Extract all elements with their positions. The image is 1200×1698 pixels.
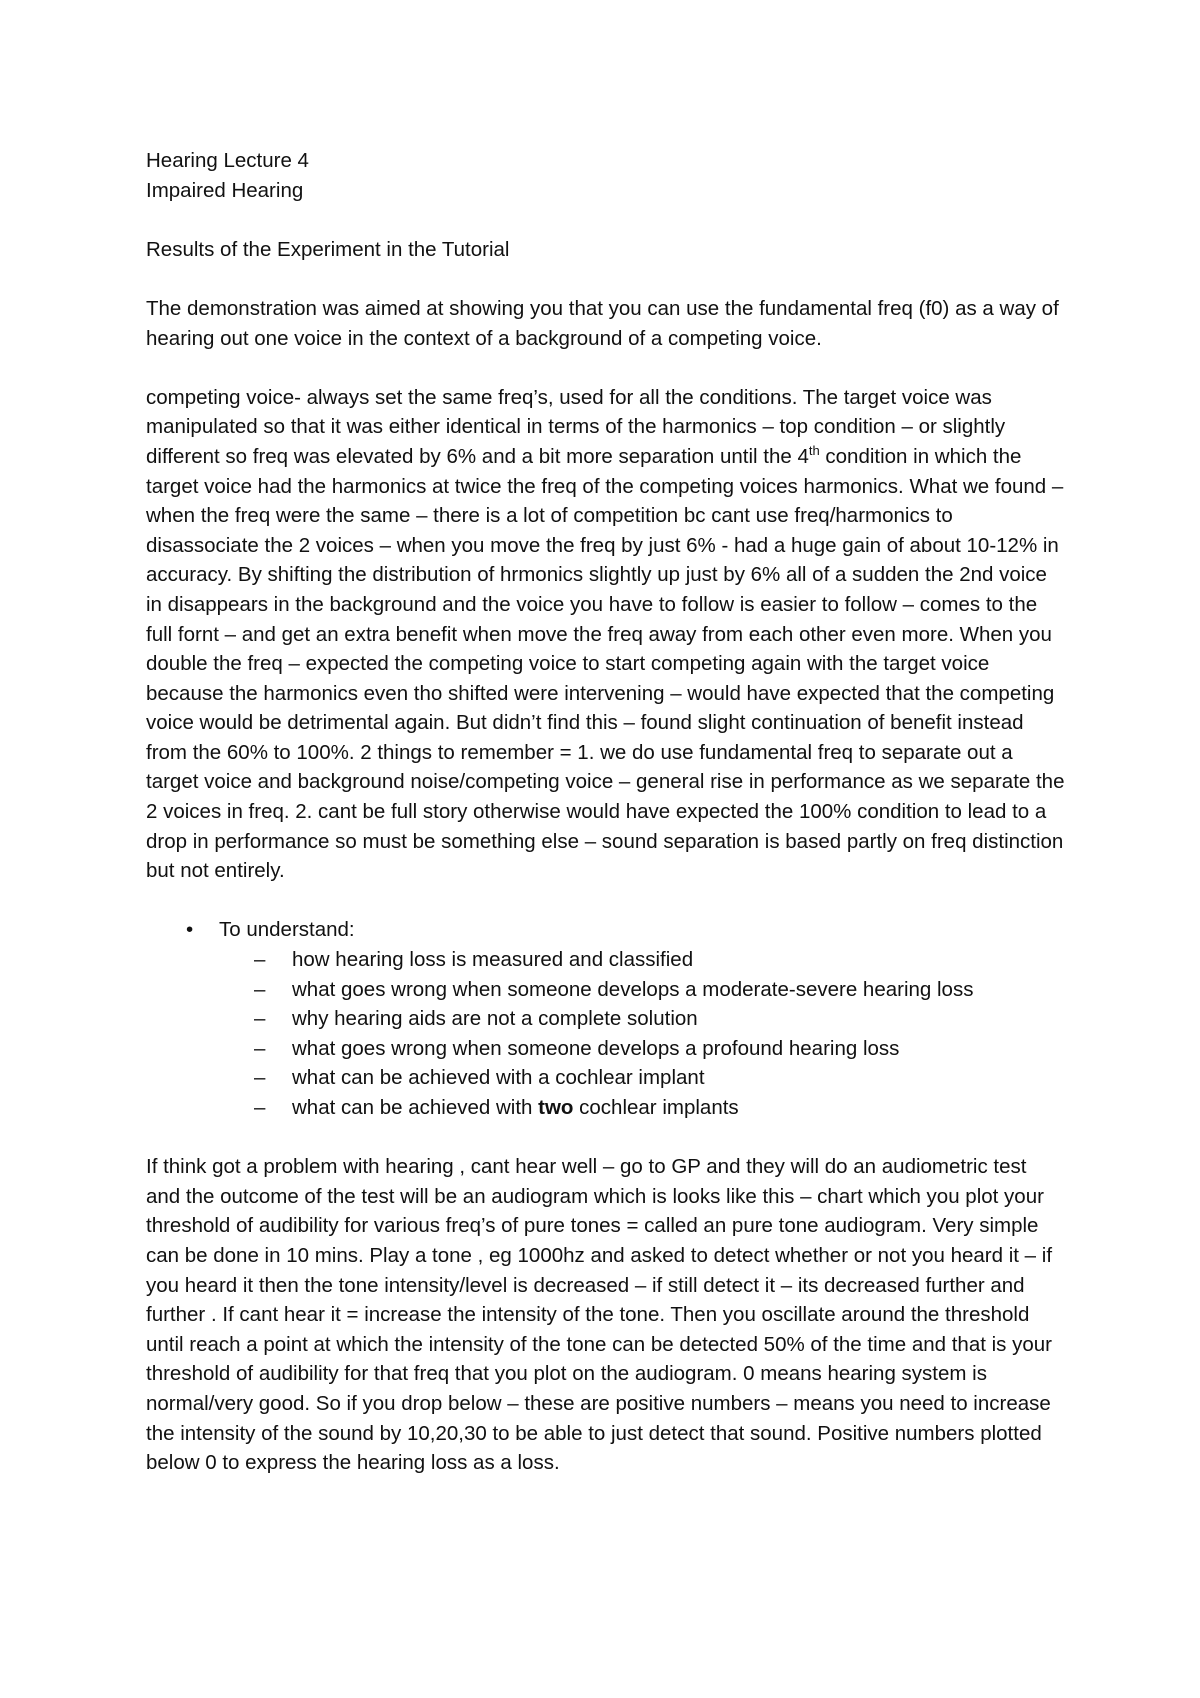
dash-marker: –	[254, 1036, 266, 1060]
list-item	[146, 1093, 1066, 1123]
list-item-text: what goes wrong when someone develops a moderate-severe hearing loss	[292, 977, 974, 1001]
dash-marker: –	[254, 977, 266, 1001]
list-item-text: why hearing aids are not a complete solution	[292, 1007, 698, 1031]
list-item-text-end: cochlear implants	[573, 1096, 739, 1119]
objectives-label: To understand:	[219, 918, 355, 942]
list-item	[146, 975, 1066, 1005]
dash-marker: –	[254, 948, 266, 972]
list-item	[146, 945, 1066, 975]
paragraph-results-part1: competing voice- always set the same freq’s, used for all the conditions. The target voice was manipulated so that it was either identical in terms of the harmonics – top condition – or slightly different so freq was elevated by 6% and a bit more separation until the 4	[146, 385, 1006, 468]
list-item	[146, 1034, 1066, 1064]
document-subtitle: Impaired Hearing	[146, 178, 304, 202]
ordinal-superscript: th	[808, 443, 820, 459]
dash-marker: –	[254, 1066, 266, 1090]
bullet-dot: •	[186, 918, 194, 942]
list-item-text: how hearing loss is measured and classified	[292, 948, 694, 972]
dash-marker: –	[254, 1096, 266, 1119]
list-item	[146, 1063, 1066, 1093]
paragraph-results-part2: condition in which the target voice had the harmonics at twice the freq of the competing voices harmonics. What we found – when the freq were the same – there is a lot of competition bc cant use freq/harmonics to disassociate the 2 voices – when you move the freq by just 6% - had a huge gain of about 10-12% in accuracy. By shifting the distribution of hrmonics slightly up just by 6% all of a sudden the 2nd voice in disappears in the background and the voice you have to follow is easier to follow – comes to the full fornt – and get an extra benefit when move the freq away from each other even more. When you double the freq – expected the competing voice to start competing again with the target voice because the harmonics even tho shifted were intervening – would have expected that the competing voice would be detrimental again. But didn’t find this – found slight continuation of benefit instead from the 60% to 100%. 2 things to remember = 1. we do use fundamental freq to separate out a target voice and background noise/competing voice – general rise in performance as we separate the 2 voices in freq. 2. cant be full story otherwise would have expected the 100% condition to lead to a drop in performance so must be something else – sound separation is based partly on freq distinction but not entirely.	[146, 444, 1065, 883]
list-item	[146, 1004, 1066, 1034]
paragraph-results	[146, 383, 1066, 886]
list-item-text: what goes wrong when someone develops a profound hearing loss	[292, 1036, 900, 1060]
list-item-text: what can be achieved with a cochlear implant	[292, 1066, 705, 1090]
objectives-list	[146, 915, 1066, 945]
document-title: Hearing Lecture 4	[146, 149, 309, 172]
document-body	[146, 146, 1066, 1478]
objectives-bullet	[146, 915, 1066, 945]
list-item-bold-word: two	[538, 1096, 574, 1119]
section-heading: Results of the Experiment in the Tutorial	[146, 237, 510, 261]
list-item-text-start: what can be achieved with	[292, 1096, 539, 1119]
paragraph-audiogram: If think got a problem with hearing , cant hear well – go to GP and they will do an audiometric test and the outcome of the test will be an audiogram which is looks like this – chart which you plot your threshold of audibility for various freq’s of pure tones = called an pure tone audiogram. Very simple can be done in 10 mins. Play a tone , eg 1000hz and asked to detect whether or not you heard it – if you heard it then the tone intensity/level is decreased – if still detect it – its decreased further and further . If cant hear it = increase the intensity of the tone. Then you oscillate around the threshold until reach a point at which the intensity of the tone can be detected 50% of the time and that is your threshold of audibility for that freq that you plot on the audiogram. 0 means hearing system is normal/very good. So if you drop below – these are positive numbers – means you need to increase the intensity of the sound by 10,20,30 to be able to just detect that sound. Positive numbers plotted below 0 to express the hearing loss as a loss.	[146, 1155, 1053, 1475]
objectives-sublist	[146, 945, 1066, 1123]
dash-marker: –	[254, 1007, 266, 1031]
paragraph-intro: The demonstration was aimed at showing you that you can use the fundamental freq (f0) as a way of hearing out one voice in the context of a background of a competing voice.	[146, 296, 1059, 350]
